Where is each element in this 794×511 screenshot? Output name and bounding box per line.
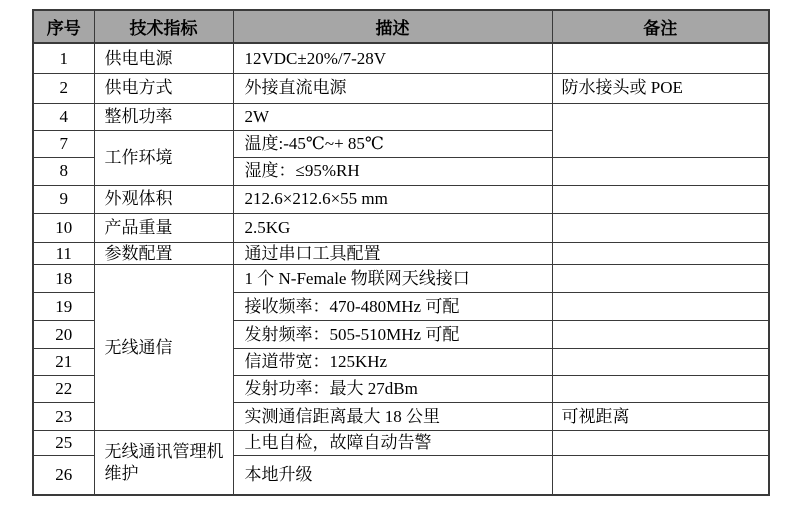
- remark-cell: [552, 213, 769, 242]
- indicator-cell: 产品重量: [94, 213, 233, 242]
- remark-cell: [552, 185, 769, 213]
- table-row: [33, 213, 769, 242]
- description-cell: 12VDC±20%/7-28V: [233, 43, 552, 73]
- table-row: [33, 264, 769, 292]
- remark-cell: [552, 348, 769, 375]
- indicator-cell-work-env: 工作环境: [94, 130, 233, 185]
- table-row: [33, 43, 769, 73]
- indicator-cell: 供电方式: [94, 73, 233, 103]
- indicator-cell: 外观体积: [94, 185, 233, 213]
- seq-cell: 11: [33, 242, 94, 264]
- table-row: [33, 242, 769, 264]
- header-row: [33, 10, 769, 43]
- table-row: [33, 73, 769, 103]
- description-cell: 发射频率：505-510MHz 可配: [233, 320, 552, 348]
- seq-cell: 10: [33, 213, 94, 242]
- description-cell: 温度:-45℃~+ 85℃: [233, 130, 552, 157]
- remark-cell-merged: [552, 103, 769, 157]
- remark-cell: [552, 430, 769, 455]
- remark-cell: [552, 375, 769, 402]
- remark-cell: [552, 264, 769, 292]
- description-cell: 湿度：≤95%RH: [233, 157, 552, 185]
- description-cell: 本地升级: [233, 455, 552, 495]
- remark-cell: [552, 43, 769, 73]
- description-cell: 外接直流电源: [233, 73, 552, 103]
- seq-cell: 23: [33, 402, 94, 430]
- description-cell: 上电自检，故障自动告警: [233, 430, 552, 455]
- description-cell: 实测通信距离最大 18 公里: [233, 402, 552, 430]
- seq-cell: 18: [33, 264, 94, 292]
- seq-cell: 1: [33, 43, 94, 73]
- remark-cell: [552, 157, 769, 185]
- description-cell: 1 个 N-Female 物联网天线接口: [233, 264, 552, 292]
- seq-cell: 19: [33, 292, 94, 320]
- spec-table: [32, 9, 770, 496]
- description-cell: 2.5KG: [233, 213, 552, 242]
- remark-cell: [552, 320, 769, 348]
- remark-cell: [552, 455, 769, 495]
- seq-cell: 2: [33, 73, 94, 103]
- table-row: [33, 185, 769, 213]
- seq-cell: 26: [33, 455, 94, 495]
- col-header-remark: 备注: [552, 10, 769, 43]
- col-header-no: 序号: [33, 10, 94, 43]
- remark-cell: [552, 292, 769, 320]
- table-row: [33, 430, 769, 455]
- remark-cell: 可视距离: [552, 402, 769, 430]
- description-cell: 2W: [233, 103, 552, 130]
- description-cell: 接收频率：470-480MHz 可配: [233, 292, 552, 320]
- table-row: [33, 103, 769, 130]
- indicator-cell-wireless: 无线通信: [94, 264, 233, 430]
- col-header-indicator: 技术指标: [94, 10, 233, 43]
- col-header-description: 描述: [233, 10, 552, 43]
- indicator-cell: 整机功率: [94, 103, 233, 130]
- description-cell: 信道带宽：125KHz: [233, 348, 552, 375]
- description-cell: 212.6×212.6×55 mm: [233, 185, 552, 213]
- description-cell: 发射功率：最大 27dBm: [233, 375, 552, 402]
- description-cell: 通过串口工具配置: [233, 242, 552, 264]
- indicator-cell: 参数配置: [94, 242, 233, 264]
- seq-cell: 22: [33, 375, 94, 402]
- seq-cell: 9: [33, 185, 94, 213]
- indicator-cell-mgmt: 无线通讯管理机维护: [94, 430, 233, 495]
- seq-cell: 25: [33, 430, 94, 455]
- remark-cell: 防水接头或 POE: [552, 73, 769, 103]
- seq-cell: 7: [33, 130, 94, 157]
- seq-cell: 21: [33, 348, 94, 375]
- indicator-cell: 供电电源: [94, 43, 233, 73]
- seq-cell: 8: [33, 157, 94, 185]
- seq-cell: 20: [33, 320, 94, 348]
- remark-cell: [552, 242, 769, 264]
- seq-cell: 4: [33, 103, 94, 130]
